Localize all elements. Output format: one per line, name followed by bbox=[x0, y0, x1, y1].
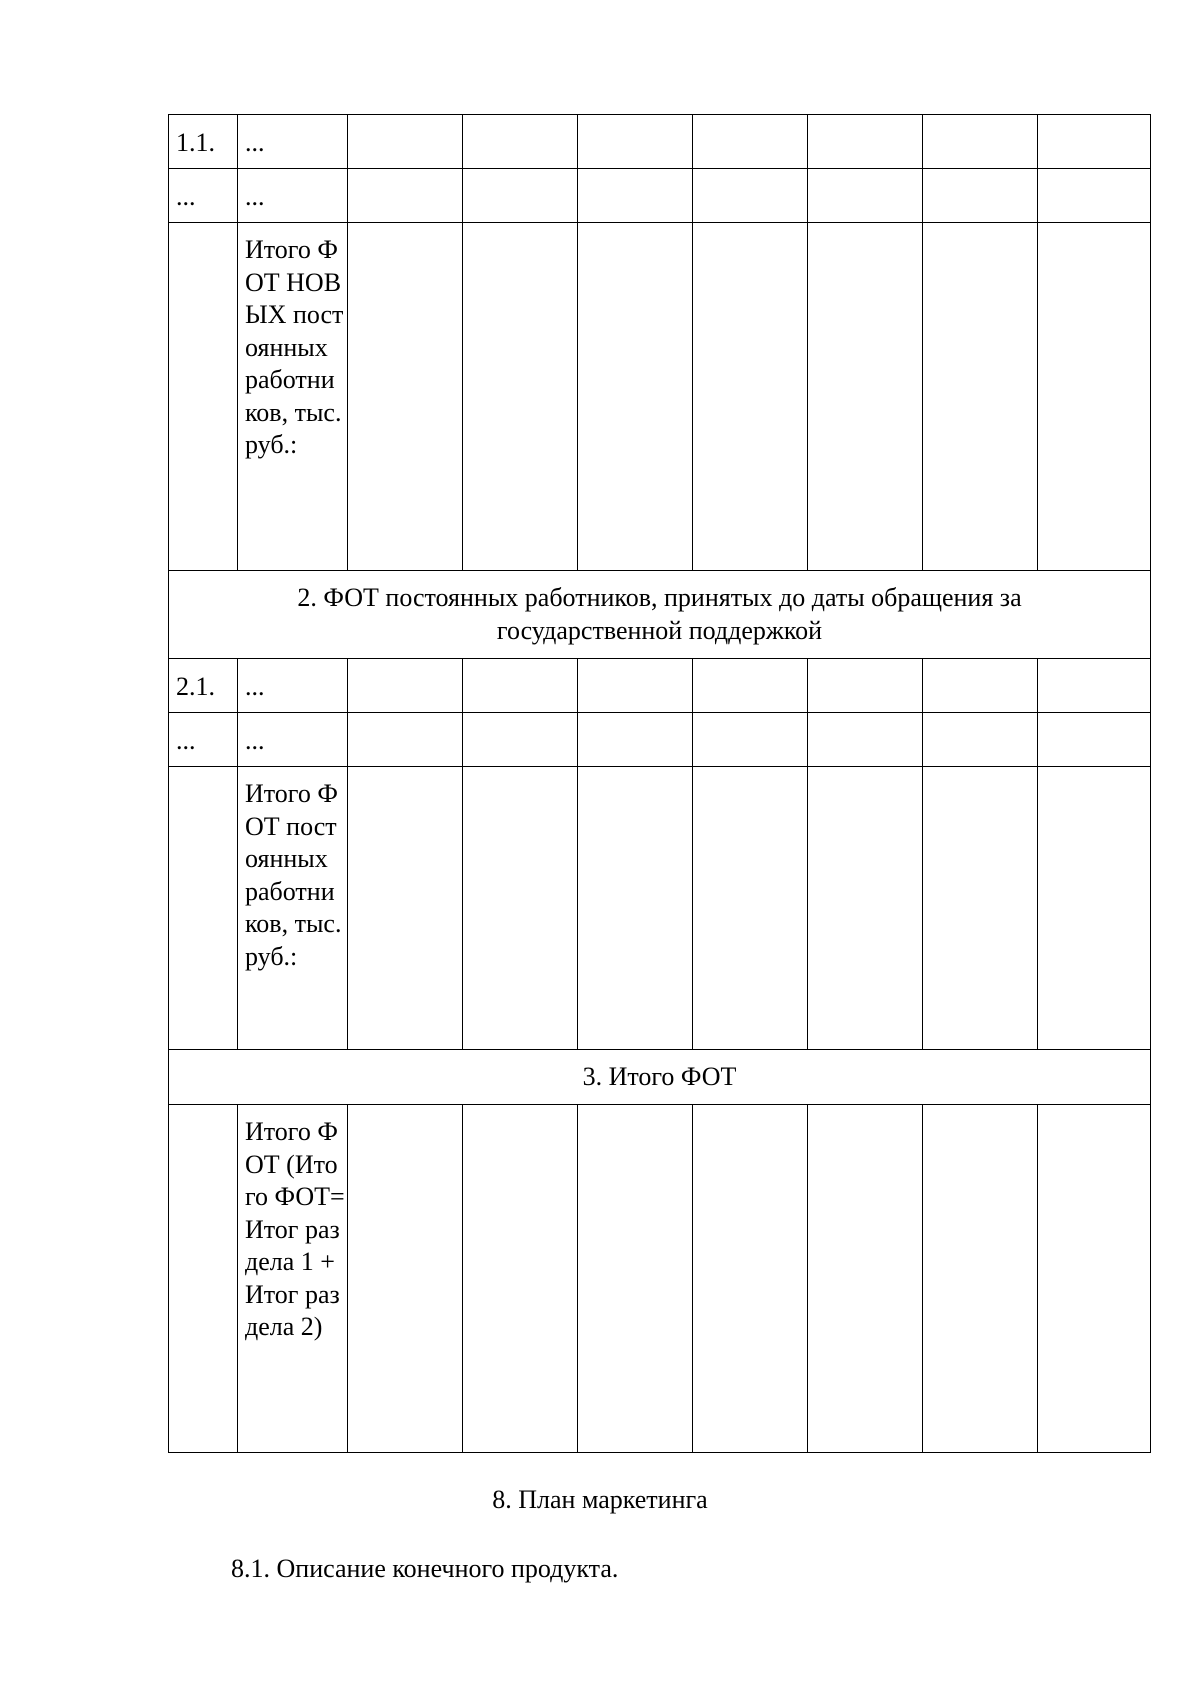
value-cell bbox=[923, 659, 1038, 713]
value-cell bbox=[923, 1105, 1038, 1453]
value-cell bbox=[463, 767, 578, 1050]
value-cell bbox=[693, 713, 808, 767]
fot-table bbox=[168, 114, 1151, 1453]
value-cell bbox=[923, 169, 1038, 223]
row-number-cell: ... bbox=[169, 169, 238, 223]
subsection-heading: 8.1. Описание конечного продукта. bbox=[231, 1554, 619, 1583]
row-label-cell: ... bbox=[238, 115, 348, 169]
section-row bbox=[169, 571, 1151, 659]
row-number-cell bbox=[169, 223, 238, 571]
value-cell bbox=[693, 115, 808, 169]
value-cell bbox=[578, 169, 693, 223]
value-cell bbox=[578, 223, 693, 571]
table-row bbox=[169, 713, 1151, 767]
section-heading: 8. План маркетинга bbox=[492, 1485, 708, 1514]
value-cell bbox=[1038, 115, 1151, 169]
value-cell bbox=[463, 169, 578, 223]
value-cell bbox=[348, 713, 463, 767]
value-cell bbox=[348, 767, 463, 1050]
value-cell bbox=[693, 223, 808, 571]
table-row bbox=[169, 659, 1151, 713]
row-label-cell: ... bbox=[238, 659, 348, 713]
value-cell bbox=[463, 659, 578, 713]
value-cell bbox=[693, 1105, 808, 1453]
value-cell bbox=[1038, 223, 1151, 571]
value-cell bbox=[578, 767, 693, 1050]
value-cell bbox=[348, 1105, 463, 1453]
value-cell bbox=[348, 659, 463, 713]
value-cell bbox=[693, 169, 808, 223]
row-number-cell bbox=[169, 767, 238, 1050]
section-title-cell: 3. Итого ФОТ bbox=[169, 1050, 1151, 1105]
total-row bbox=[169, 767, 1151, 1050]
section-row bbox=[169, 1050, 1151, 1105]
value-cell bbox=[923, 223, 1038, 571]
value-cell bbox=[808, 659, 923, 713]
row-number-cell: ... bbox=[169, 713, 238, 767]
value-cell bbox=[808, 713, 923, 767]
value-cell bbox=[348, 169, 463, 223]
value-cell bbox=[1038, 659, 1151, 713]
total-label-cell: Итого ФОТ НОВЫХ постоянных работников, тыс. руб.: bbox=[238, 223, 348, 571]
value-cell bbox=[348, 115, 463, 169]
total-row bbox=[169, 1105, 1151, 1453]
value-cell bbox=[923, 713, 1038, 767]
total-row bbox=[169, 223, 1151, 571]
value-cell bbox=[693, 659, 808, 713]
value-cell bbox=[463, 1105, 578, 1453]
value-cell bbox=[578, 1105, 693, 1453]
value-cell bbox=[693, 767, 808, 1050]
value-cell bbox=[463, 713, 578, 767]
value-cell bbox=[808, 767, 923, 1050]
value-cell bbox=[348, 223, 463, 571]
value-cell bbox=[808, 169, 923, 223]
value-cell bbox=[1038, 713, 1151, 767]
value-cell bbox=[808, 223, 923, 571]
value-cell bbox=[808, 1105, 923, 1453]
table-row bbox=[169, 169, 1151, 223]
table-row bbox=[169, 115, 1151, 169]
value-cell bbox=[923, 767, 1038, 1050]
value-cell bbox=[578, 659, 693, 713]
total-label-cell: Итого ФОТ (Итого ФОТ= Итог раздела 1 + Итог раздела 2) bbox=[238, 1105, 348, 1453]
row-number-cell bbox=[169, 1105, 238, 1453]
value-cell bbox=[1038, 169, 1151, 223]
value-cell bbox=[808, 115, 923, 169]
value-cell bbox=[463, 115, 578, 169]
value-cell bbox=[463, 223, 578, 571]
row-number-cell: 2.1. bbox=[169, 659, 238, 713]
row-label-cell: ... bbox=[238, 169, 348, 223]
value-cell bbox=[923, 115, 1038, 169]
value-cell bbox=[1038, 1105, 1151, 1453]
row-label-cell: ... bbox=[238, 713, 348, 767]
total-label-cell: Итого ФОТ постоянных работников, тыс. руб.: bbox=[238, 767, 348, 1050]
value-cell bbox=[578, 115, 693, 169]
section-title-cell: 2. ФОТ постоянных работников, принятых до даты обращения за государственной поддержкой bbox=[169, 571, 1151, 659]
value-cell bbox=[1038, 767, 1151, 1050]
value-cell bbox=[578, 713, 693, 767]
row-number-cell: 1.1. bbox=[169, 115, 238, 169]
